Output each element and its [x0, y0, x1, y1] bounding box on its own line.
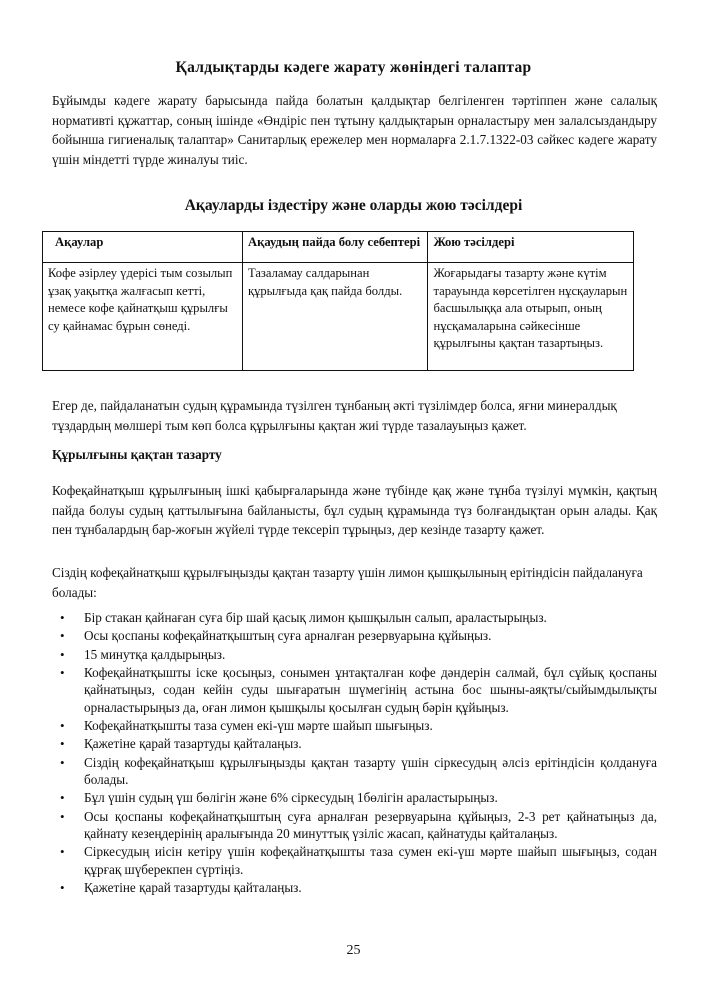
- list-item-text: Қажетіне қарай тазартуды қайталаңыз.: [84, 879, 302, 895]
- descaling-steps-list: [52, 609, 657, 897]
- list-item: [52, 879, 657, 896]
- bullet-icon: •: [60, 717, 65, 733]
- troubleshooting-heading: Ақауларды іздестіру және оларды жою тәсілдері: [184, 197, 523, 214]
- list-item-text: Кофеқайнатқышты іске қосыңыз, сонымен ұнтақталған кофе дәндерін салмай, бұл сұйық қоспаны қайнатыңыз, содан кейін суды шығаратын шүмегінің астына бос шыны-аяқты/сыйымдылықты орналастырыңыз да, оған лимон қышқылы қосылған судың бәрін құйыңыз.: [84, 665, 657, 715]
- list-item: [52, 843, 657, 877]
- table-row: [43, 263, 634, 371]
- list-item: [52, 627, 657, 644]
- intro-paragraph: Бұйымды кәдеге жарату барысында пайда болатын қалдықтар белгіленген тәртіппен және салалық нормативті құжаттар, соның ішінде «Өндіріс пен тұтыну қалдықтарын орналастыру мен залалсыздандыру бойынша гигиеналық талаптар» Санитарлық ережелер мен нормаларға 2.1.7.1322-03 сәйкес кәдеге жарату үшін міндетті түрде жиналуы тиіс.: [52, 93, 657, 167]
- bullet-icon: •: [60, 808, 65, 824]
- list-item-text: Қажетіне қарай тазартуды қайталаңыз.: [84, 736, 302, 752]
- table-cell-remedy: Жоғарыдағы тазарту және күтім тарауында көрсетілген нұсқауларын басшылыққа ала отырып, оның нұсқамаларына сәйкесінше құрылғыны қақтан тазартыңыз.: [428, 263, 634, 371]
- list-item-text: Осы қоспаны кофеқайнатқыштың суға арналған резервуарына құйыңыз.: [84, 628, 492, 644]
- water-hardness-paragraph: Егер де, пайдаланатын судың құрамында түзілген тұнбаның әкті түзілімдер болса, яғни минералдық тұздардың мөлшері тым көп болса құрылғыны қақтан жиі түрде тазалауыңыз қажет.: [52, 398, 617, 433]
- list-item: [52, 735, 657, 752]
- bullet-icon: •: [60, 754, 65, 770]
- descaling-heading: Құрылғыны қақтан тазарту: [52, 447, 222, 462]
- bullet-icon: •: [60, 628, 65, 644]
- column-header-causes: Ақаудың пайда болу себептері: [242, 232, 428, 263]
- bullet-icon: •: [60, 736, 65, 752]
- bullet-icon: •: [60, 646, 65, 662]
- list-item-text: Бір стакан қайнаған суға бір шай қасық лимон қышқылын салып, араластырыңыз.: [84, 610, 547, 625]
- list-item: [52, 754, 657, 788]
- bullet-icon: •: [60, 610, 65, 625]
- table-cell-fault: Кофе әзірлеу үдерісі тым созылып ұзақ уақытқа жалғасып кетті, немесе кофе қайнатқыш құрылғы су қайнамас бұрын сөнеді.: [43, 263, 243, 371]
- column-header-remedies: Жою тәсілдері: [428, 232, 634, 263]
- citric-acid-intro: Сіздің кофеқайнатқыш құрылғыңызды қақтан тазарту үшін лимон қышқылының ерітіндісін пайдалануға болады:: [52, 565, 643, 600]
- troubleshooting-table: [42, 231, 634, 371]
- list-item: [52, 646, 657, 663]
- bullet-icon: •: [60, 844, 65, 860]
- page-title: Қалдықтарды кәдеге жарату жөніндегі талаптар: [175, 59, 532, 76]
- table-header-row: [43, 232, 634, 263]
- list-item: [52, 664, 657, 716]
- list-item: [52, 717, 657, 734]
- column-header-faults: Ақаулар: [43, 232, 243, 263]
- list-item-text: Сіздің кофеқайнатқыш құрылғыңызды қақтан тазарту үшін сіркесудың әлсіз ерітіндісін қолдануға болады.: [84, 754, 657, 787]
- list-item-text: Кофеқайнатқышты таза сумен екі-үш мәрте шайып шығыңыз.: [84, 717, 433, 733]
- table-cell-cause: Тазаламау салдарынан құрылғыда қақ пайда болды.: [242, 263, 428, 371]
- list-item-text: Осы қоспаны кофеқайнатқыштың суға арналған резервуарына құйыңыз, 2-3 рет қайнатыңыз да, қайнату кезеңдерінің аралығында 20 минуттық үзіліс жасап, қайнатуды қайталаңыз.: [84, 808, 657, 841]
- page-number: 25: [346, 943, 361, 958]
- list-item: [52, 789, 657, 806]
- bullet-icon: •: [60, 790, 65, 806]
- list-item-text: 15 минутқа қалдырыңыз.: [84, 646, 226, 662]
- list-item: [52, 808, 657, 842]
- list-item-text: Сіркесудың иісін кетіру үшін кофеқайнатқышты таза сумен екі-үш мәрте шайып шығыңыз, содан құрғақ шүберекпен сүртіңіз.: [84, 844, 657, 877]
- bullet-icon: •: [60, 665, 65, 681]
- bullet-icon: •: [60, 879, 65, 895]
- list-item-text: Бұл үшін судың үш бөлігін және 6% сіркесудың 1бөлігін араластырыңыз.: [84, 790, 498, 806]
- descaling-paragraph: Кофеқайнатқыш құрылғының ішкі қабырғаларында және түбінде қақ және тұнба түзілуі мүмкін, қақтың пайда болуы судың қаттылығына байланысты, бұл судың құрамында түз болғандықтан орын алады. Қақ пен тұнбалардың бар-жоғын жүйелі түрде тексеріп тұрыңыз, дер кезінде тазарту қажет.: [52, 483, 657, 537]
- list-item: [52, 609, 657, 626]
